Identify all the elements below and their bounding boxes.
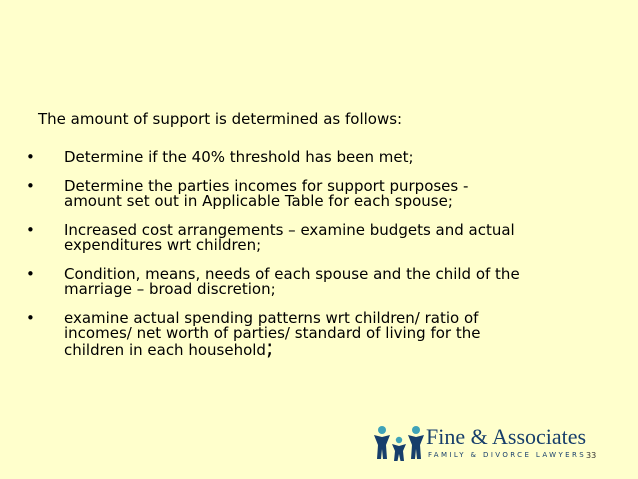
bullet-line: incomes/ net worth of parties/ standard of living for the: [64, 324, 481, 342]
bullet-dot: •: [26, 221, 35, 239]
bullet-line: examine actual spending patterns wrt children/ ratio of: [64, 309, 479, 327]
bullet-dot: •: [26, 177, 35, 195]
bullet-tail: ;: [265, 336, 274, 361]
bullet-line: Determine if the 40% threshold has been met;: [64, 148, 414, 166]
bullet-line: expenditures wrt children;: [64, 236, 262, 254]
bullet-line: amount set out in Applicable Table for each spouse;: [64, 192, 453, 210]
bullet-line: marriage – broad discretion;: [64, 280, 276, 298]
intro-text: The amount of support is determined as follows:: [38, 110, 403, 128]
bullet-item: [26, 267, 520, 297]
bullet-line-text: children in each household: [64, 341, 266, 359]
bullet-dot: •: [26, 148, 35, 166]
bullet-item: [26, 223, 520, 253]
bullet-line: Condition, means, needs of each spouse and the child of the: [64, 265, 520, 283]
bullet-line: Increased cost arrangements – examine budgets and actual: [64, 221, 515, 239]
bullet-line: Determine the parties incomes for support purposes -: [64, 177, 469, 195]
bullet-line: [64, 336, 520, 361]
page-number: 33: [586, 451, 597, 460]
company-logo: [372, 425, 602, 465]
bullet-item: [26, 150, 520, 165]
logo-name: Fine & Associates: [426, 424, 587, 449]
family-figures-icon: [372, 425, 426, 465]
bullet-item: [26, 179, 520, 209]
bullet-dot: •: [26, 265, 35, 283]
bullet-list: [26, 150, 520, 372]
bullet-dot: •: [26, 309, 35, 327]
logo-tagline: FAMILY & DIVORCE LAWYERS: [428, 451, 587, 459]
bullet-item: [26, 309, 520, 361]
